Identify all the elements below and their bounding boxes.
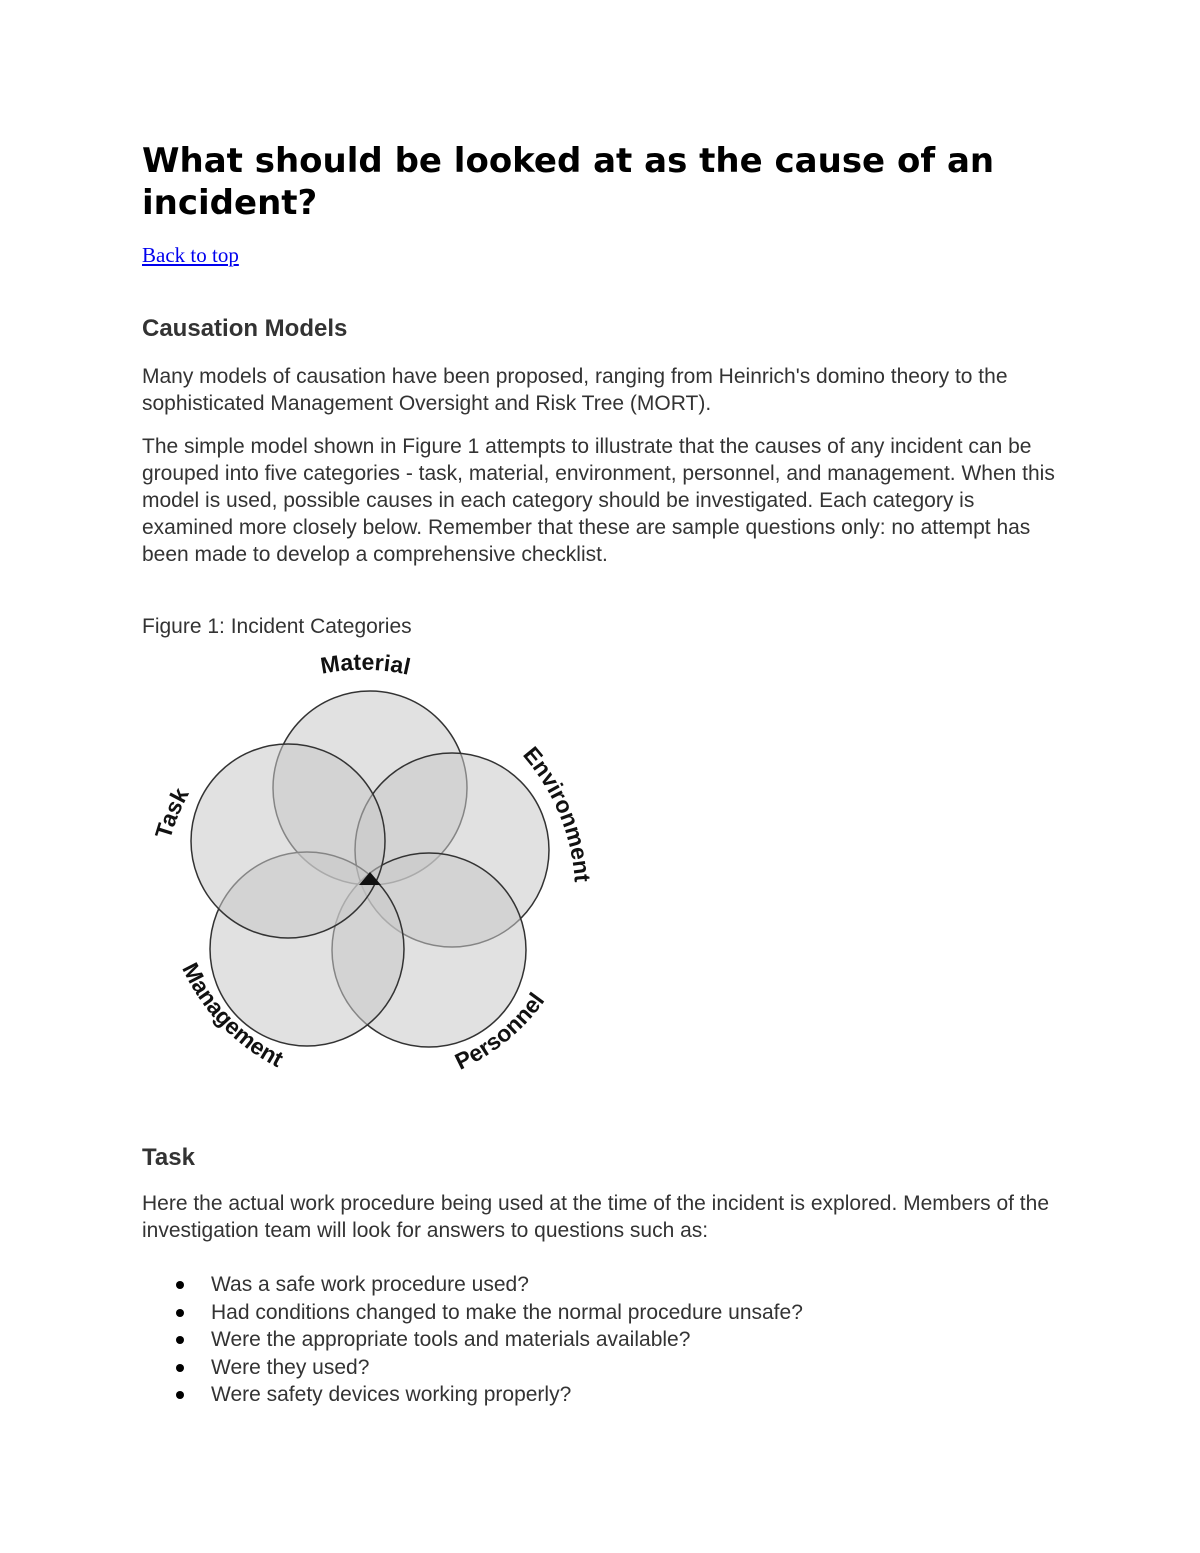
task-heading: Task bbox=[142, 1144, 195, 1171]
causation-paragraph-1: Many models of causation have been proposed, ranging from Heinrich's domino theory to the sophisticated Management Oversight and Risk Tree (MORT). bbox=[142, 365, 1008, 415]
incident-categories-diagram bbox=[150, 640, 600, 1100]
label-personnel: Personnel bbox=[450, 987, 550, 1075]
causation-paragraph-2: The simple model shown in Figure 1 attempts to illustrate that the causes of any incident can be grouped into five categories - task, material, environment, personnel, and management. When this model is used, possible causes in each category should be investigated. Each category is examined more closely below. Remember that these are sample questions only: no attempt has been made to develop a comprehensive checklist. bbox=[142, 435, 1055, 566]
list-item: Had conditions changed to make the normal procedure unsafe? bbox=[142, 1299, 803, 1327]
causation-models-heading: Causation Models bbox=[142, 315, 348, 342]
figure-caption: Figure 1: Incident Categories bbox=[142, 615, 412, 638]
list-item: Was a safe work procedure used? bbox=[142, 1271, 803, 1299]
label-environment: Environment bbox=[518, 741, 596, 883]
task-paragraph: Here the actual work procedure being used at the time of the incident is explored. Members of the investigation team will look for answers to questions such as: bbox=[142, 1192, 1049, 1242]
list-item: Were safety devices working properly? bbox=[142, 1381, 803, 1409]
incident-categories-figure bbox=[150, 640, 600, 1105]
label-management: Management bbox=[177, 958, 288, 1073]
label-task: Task bbox=[150, 783, 194, 842]
label-material: Material bbox=[318, 648, 413, 680]
task-questions-list bbox=[142, 1271, 803, 1409]
venn-circles bbox=[191, 691, 549, 1047]
page-title: What should be looked at as the cause of an incident? bbox=[142, 141, 995, 223]
list-item: Were they used? bbox=[142, 1354, 803, 1382]
back-to-top-link[interactable]: Back to top bbox=[142, 243, 239, 267]
circle-task bbox=[191, 744, 385, 938]
list-item: Were the appropriate tools and materials available? bbox=[142, 1326, 803, 1354]
